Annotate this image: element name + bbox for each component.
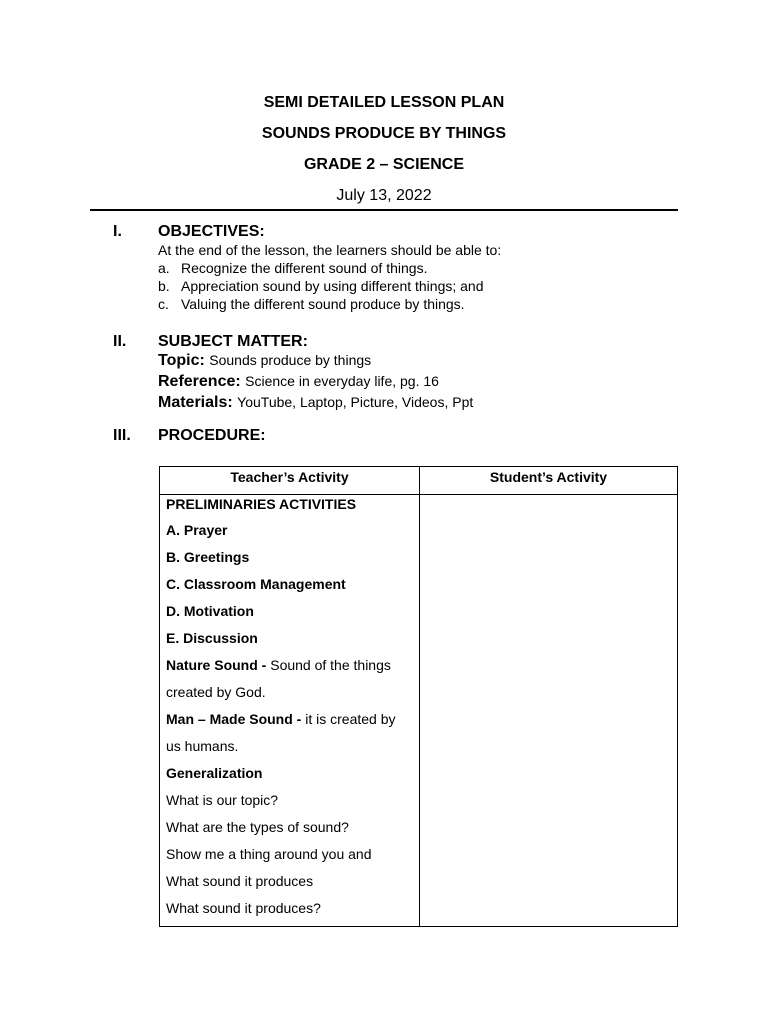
prayer-item: A. Prayer bbox=[166, 522, 228, 538]
nature-sound-text: Sound of the things bbox=[270, 657, 391, 673]
student-activity-header: Student’s Activity bbox=[420, 467, 678, 495]
section-number-subject-matter: II. bbox=[113, 333, 127, 350]
question-types: What are the types of sound? bbox=[166, 819, 349, 835]
generalization-heading: Generalization bbox=[166, 765, 263, 781]
preliminaries-heading: PRELIMINARIES ACTIVITIES bbox=[166, 496, 357, 512]
table-row bbox=[160, 495, 678, 927]
subject-matter-heading: SUBJECT MATTER: bbox=[158, 333, 308, 350]
nature-sound-line bbox=[166, 652, 415, 679]
objective-text: Valuing the different sound produce by things. bbox=[181, 296, 465, 312]
objectives-intro: At the end of the lesson, the learners should be able to: bbox=[158, 242, 502, 258]
objective-marker: b. bbox=[158, 278, 170, 294]
reference-value: Science in everyday life, pg. 16 bbox=[245, 373, 439, 389]
objectives-heading: OBJECTIVES: bbox=[158, 223, 265, 240]
procedure-heading: PROCEDURE: bbox=[158, 427, 266, 444]
classroom-management-item: C. Classroom Management bbox=[166, 576, 346, 592]
teacher-activity-cell bbox=[160, 495, 420, 927]
topic-value: Sounds produce by things bbox=[209, 352, 372, 368]
objective-text: Recognize the different sound of things. bbox=[181, 260, 428, 276]
materials-line bbox=[158, 394, 473, 412]
reference-line bbox=[158, 373, 439, 391]
header-divider bbox=[90, 209, 678, 211]
objective-marker: c. bbox=[158, 296, 169, 312]
section-number-objectives: I. bbox=[113, 223, 122, 240]
motivation-item: D. Motivation bbox=[166, 603, 254, 619]
materials-label: Materials: bbox=[158, 394, 233, 411]
man-made-sound-text: it is created by bbox=[305, 711, 396, 727]
topic-label: Topic: bbox=[158, 352, 205, 369]
reference-label: Reference: bbox=[158, 373, 241, 390]
nature-sound-continued: created by God. bbox=[166, 684, 266, 700]
section-number-procedure: III. bbox=[113, 427, 131, 444]
man-made-sound-label: Man – Made Sound - bbox=[166, 711, 302, 727]
student-activity-cell bbox=[420, 495, 678, 927]
topic-line bbox=[158, 352, 371, 370]
teacher-activity-header: Teacher’s Activity bbox=[160, 467, 420, 495]
discussion-item: E. Discussion bbox=[166, 630, 258, 646]
question-sound-produces-2: What sound it produces? bbox=[166, 900, 321, 916]
greetings-item: B. Greetings bbox=[166, 549, 250, 565]
question-sound-produces: What sound it produces bbox=[166, 873, 314, 889]
document-subtitle: SOUNDS PRODUCE BY THINGS bbox=[261, 125, 507, 142]
question-topic: What is our topic? bbox=[166, 792, 279, 808]
lesson-date: July 13, 2022 bbox=[336, 187, 432, 204]
objective-text: Appreciation sound by using different things; and bbox=[181, 278, 484, 294]
nature-sound-label: Nature Sound - bbox=[166, 657, 267, 673]
question-show-thing: Show me a thing around you and bbox=[166, 846, 372, 862]
man-made-sound-continued: us humans. bbox=[166, 738, 239, 754]
table-header-row bbox=[160, 467, 678, 495]
grade-subject: GRADE 2 – SCIENCE bbox=[303, 156, 465, 173]
objective-marker: a. bbox=[158, 260, 170, 276]
procedure-table bbox=[159, 466, 678, 927]
man-made-sound-line bbox=[166, 706, 415, 733]
document-title: SEMI DETAILED LESSON PLAN bbox=[263, 94, 505, 111]
materials-value: YouTube, Laptop, Picture, Videos, Ppt bbox=[237, 394, 474, 410]
